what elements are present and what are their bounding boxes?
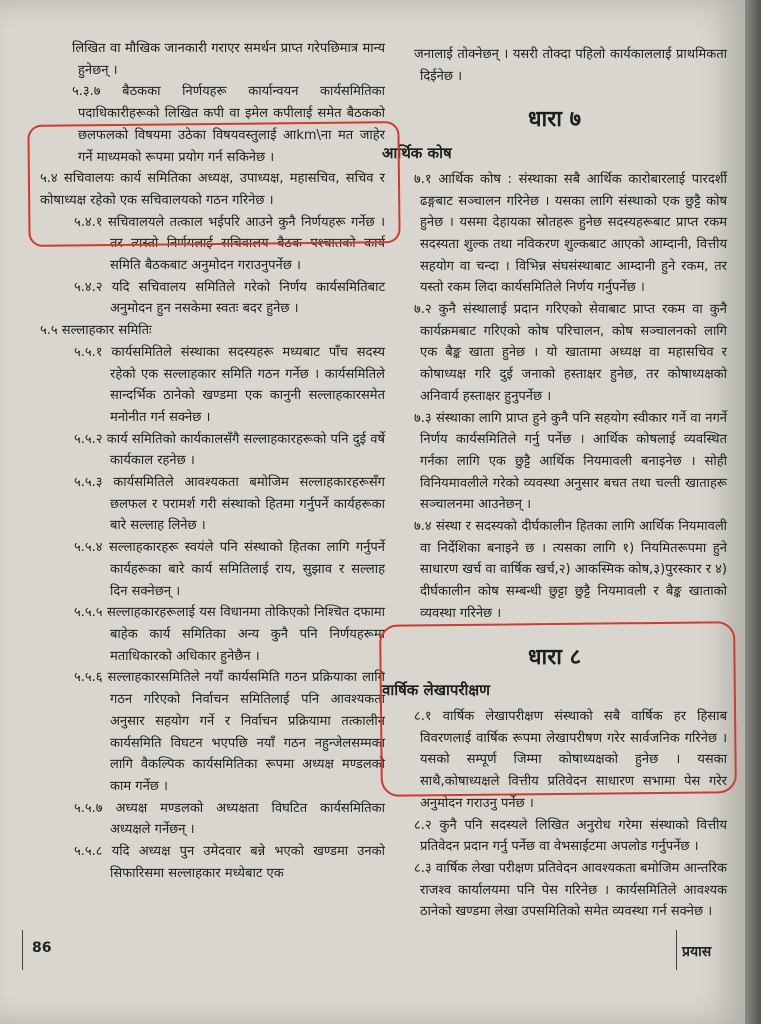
left-paragraph: ५.३.७ बैठकका निर्णयहरू कार्यान्वयन कार्यसमितिका पदाधिकारीहरूको लिखित कपी वा इमेल कपीलाई समेत बैठकको छलफलको विषयमा उठेका विषयवस्तुलाई आkm\ना मत जाहेर गर्ने माध्यमको रूपमा प्रयोग गर्न सकिनेछ ।: [72, 84, 385, 165]
left-paragraph: ५.५.८ यदि अध्यक्ष पुन उमेदवार बन्ने भएको खण्डमा उनको सिफारिसमा सल्लाहकार मध्येबाट एक: [74, 844, 385, 881]
left-paragraph: ५.५.४ सल्लाहकारहरू स्वयंले पनि संस्थाको हितका लागि गर्नुपर्ने कार्यहरूका बारे कार्य समितिलाई राय, सुझाव र सल्लाह दिन सक्नेछन् ।: [74, 540, 385, 599]
section-8-item: ८.३ वार्षिक लेखा परीक्षण प्रतिवेदन आवश्यकता बमोजिम आन्तरिक राजश्व कार्यालयमा पनि पेस गरिनेछ । कार्यसमितिले आवश्यक ठानेको खण्डमा लेखा उपसमितिको समेत व्यवस्था गर्न सक्नेछ ।: [414, 860, 727, 920]
section-7-item: ७.३ संस्थाका लागि प्राप्त हुने कुनै पनि सहयोग स्वीकार गर्ने वा नगर्ने निर्णय कार्यसमितिले गर्नु पर्नेछ । आर्थिक कोषलाई व्यवस्थित गर्नका लागि एक छुट्टै आर्थिक नियमावली बनाइनेछ । सोही विनियमावलीले गरेको व्यवस्था अनुसार बचत तथा चल्ती खाताहरू सञ्चालनमा आउनेछन् ।: [414, 410, 727, 513]
red-annotation-box-secretariat: [27, 121, 400, 247]
footer-brand: प्रयास: [682, 944, 712, 960]
left-paragraph: ५.४ सचिवालयः कार्य समितिका अध्यक्ष, उपाध्यक्ष, महासचिव, सचिव र कोषाध्यक्ष रहेको एक सचिवालयको गठन गरिनेछ ।: [40, 171, 385, 208]
red-annotation-box-audit: [379, 621, 737, 797]
footer-divider-left: [22, 930, 23, 970]
section-8-item: ८.२ कुनै पनि सदस्यले लिखित अनुरोध गरेमा संस्थाको वित्तीय प्रतिवेदन प्रदान गर्नु पर्नेछ वा वेभसाईटमा अपलोड गर्नुपर्नेछ ।: [414, 817, 727, 855]
section-7-item: ७.४ संस्था र सदस्यको दीर्घकालीन हितका लागि आर्थिक नियमावली वा निर्देशिका बनाइने छ । त्यसका लागि १) नियमितरूपमा हुने साधारण खर्च वा वार्षिक खर्च,२) आकस्मिक कोष,३)पुरस्कार र ४) दीर्घकालीन कोष सम्बन्धी छुट्टा छुट्टै नियमावली र बैङ्क खाताको व्यवस्था गरिनेछ ।: [414, 519, 727, 621]
left-paragraph: ५.५ सल्लाहकार समितिः: [40, 323, 152, 339]
left-paragraph: ५.५.६ सल्लाहकारसमितिले नयाँ कार्यसमिति गठन प्रक्रियाका लागि गठन गरिएको निर्वाचन समितिलाई पनि आवश्यकता अनुसार सहयोग गर्ने र निर्वाचन प्रक्रियामा तत्कालीन कार्यसमिति विघटन भएपछि नयाँ गठन नहुन्जेलसम्मका लागि वैकल्पिक कार्यसमितिका रूपमा अध्यक्ष मण्डलको काम गर्नेछ ।: [74, 670, 385, 794]
left-paragraph: ५.५.३ कार्यसमितिले आवश्यकता बमोजिम सल्लाहकारहरूसँग छलफल र परामर्श गरी संस्थाको हितमा गर्नुपर्ने कार्यहरूका बारे सल्लाह लिनेछ ।: [74, 475, 385, 534]
page-edge-shadow: [745, 0, 761, 1024]
page-number: 86: [32, 940, 52, 956]
right-intro: जनालाई तोक्नेछन् । यसरी तोक्दा पहिलो कार्यकाललाई प्राथमिकता दिईनेछ ।: [414, 47, 727, 84]
section-7-item: ७.२ कुनै संस्थालाई प्रदान गरिएको सेवाबाट प्राप्त रकम वा कुनै कार्यक्रमबाट गरिएको कोष परिचालन, कोष सञ्चालनको लागि एक बैङ्क खाता हुनेछ । यो खातामा अध्यक्ष वा महासचिव र कोषाध्यक्ष गरि दुई जनाको हस्ताक्षर हुनेछ, तर कोषाध्यक्षको अनिवार्य हस्ताक्षर हुनुपर्नेछ ।: [414, 302, 727, 404]
left-paragraph: ५.४.१ सचिवालयले तत्काल भईपरि आउने कुनै निर्णयहरू गर्नेछ । तर त्यस्तो निर्णयलाई सचिवालय बैठक पश्चातको कार्य समिति बैठकबाट अनुमोदन गराउनुपर्नेछ ।: [74, 214, 385, 274]
section-7-title: धारा ७: [527, 107, 582, 133]
left-paragraph: ५.५.५ सल्लाहकारहरूलाई यस विधानमा तोकिएको निश्चित दफामा बाहेक कार्य समितिका अन्य कुनै पनि निर्णयहरूमा मताधिकारको अधिकार हुनेछैन ।: [74, 605, 385, 664]
left-paragraph: लिखित वा मौखिक जानकारी गराएर समर्थन प्राप्त गरेपछिमात्र मान्य हुनेछन् ।: [72, 41, 385, 78]
left-paragraph: ५.४.२ यदि सचिवालय समितिले गरेको निर्णय कार्यसमितिबाट अनुमोदन हुन नसकेमा स्वतः बदर हुनेछ ।: [74, 279, 385, 317]
section-7-heading: आर्थिक कोष: [382, 144, 452, 163]
left-paragraph: ५.५.१ कार्यसमितिले संस्थाका सदस्यहरू मध्यबाट पाँच सदस्य रहेको एक सल्लाहकार समिति गठन गर्नेछ । कार्यसमितिले सान्दर्भिक ठानेको खण्डमा एक कानुनी सल्लाहकारसमेत मनोनीत गर्न सक्नेछ ।: [74, 344, 385, 425]
footer-divider-right: [676, 930, 677, 970]
section-7-item: ७.१ आर्थिक कोष : संस्थाका सबै आर्थिक कारोबारलाई पारदर्शी ढङ्गबाट सञ्चालन गरिनेछ । यसका लागि संस्थाको एक छुट्टै कोष हुनेछ । यसमा देहायका स्रोतहरू हुनेछ सदस्यहरूबाट प्राप्त रकम सदस्यता शुल्क तथा नविकरण शुल्कबाट आएको आम्दानी, वित्तीय सहयोग वा चन्दा । विभिन्न संघसंस्थाबाट आम्दानी हुने रकम, तर यस्तो रकम लिदा कार्यसमितिले निर्णय गर्नुपर्नेछ ।: [414, 171, 727, 296]
section-8-heading: वार्षिक लेखापरीक्षण: [382, 681, 490, 700]
section-8-item: ८.१ वार्षिक लेखापरीक्षण संस्थाको सबै वार्षिक हर हिसाब विवरणलाई वार्षिक रूपमा लेखापरीषण गरेर सार्वजनिक गरिनेछ । यसको सम्पूर्ण जिम्मा कोषाध्यक्षको हुनेछ । यसका साथै,कोषाध्यक्षले वित्तीय प्रतिवेदन साधारण सभामा पेस गरेर अनुमोदन गराउनु पर्नेछ ।: [414, 708, 727, 811]
section-8-title: धारा ८: [527, 644, 582, 670]
left-paragraph: ५.५.२ कार्य समितिको कार्यकालसँगै सल्लाहकारहरूको पनि दुई वर्षे कार्यकाल रहनेछ ।: [74, 431, 385, 469]
left-paragraph: ५.५.७ अध्यक्ष मण्डलको अध्यक्षता विघटित कार्यसमितिका अध्यक्षले गर्नेछन् ।: [74, 800, 385, 838]
